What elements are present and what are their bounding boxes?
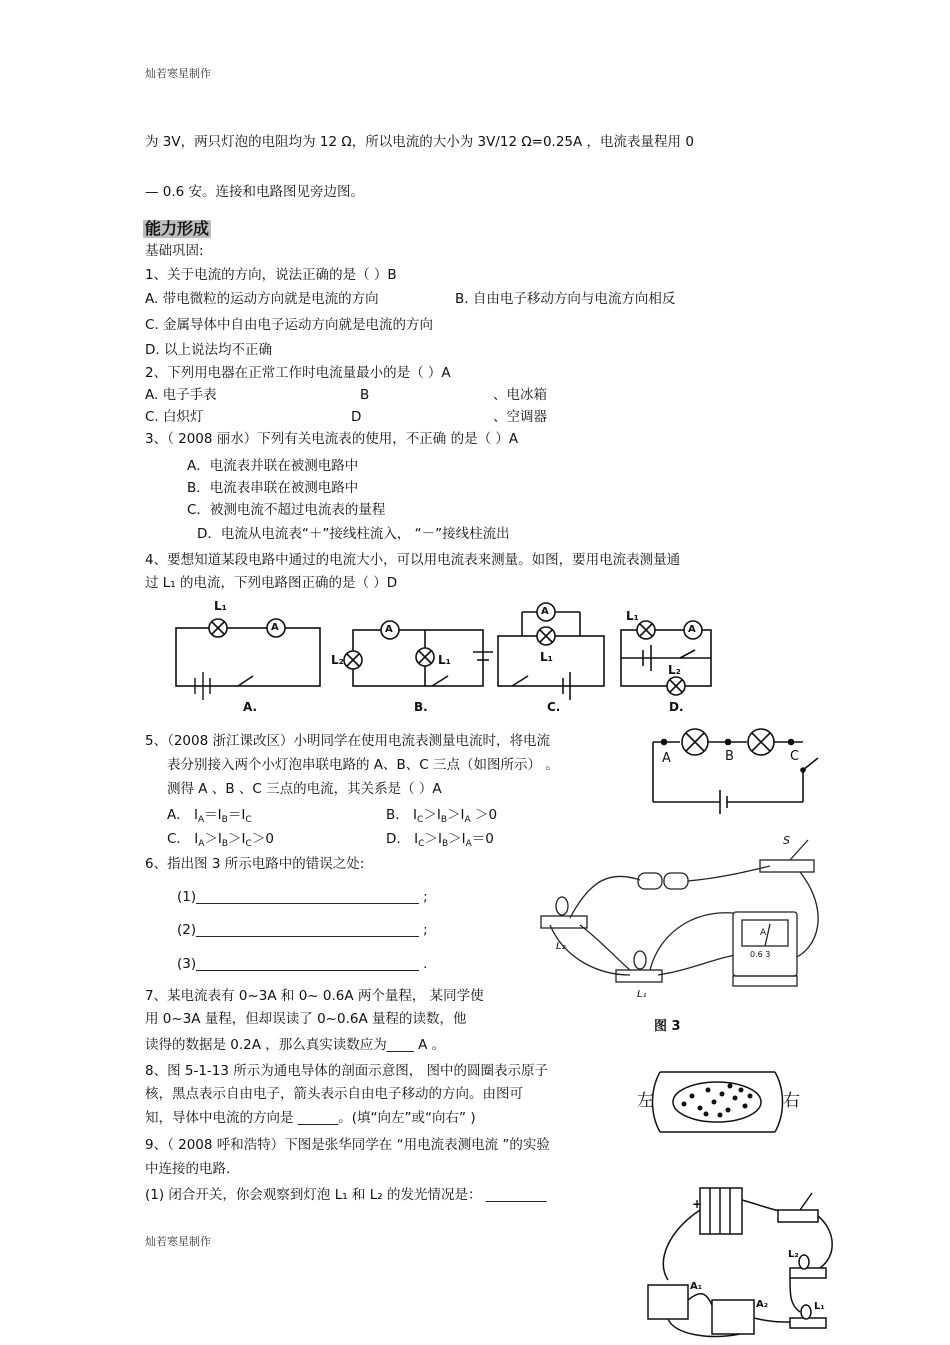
q5-line-1: 5、（2008 浙江课改区）小明同学在使用电流表测量电流时，将电流 — [145, 733, 550, 749]
section-title: 能力形成 — [145, 219, 210, 238]
q7-line-3: 读得的数据是 0.2A ，那么真实读数应为____ A 。 — [145, 1037, 446, 1053]
q1-option-d: D. 以上说法均不正确 — [145, 342, 272, 358]
q1-option-c: C. 金属导体中自由电子运动方向就是电流的方向 — [145, 317, 434, 333]
q6-fig-meter-label: A — [760, 928, 767, 938]
q4-label-b: B. — [414, 700, 428, 714]
q1-stem: 1、关于电流的方向，说法正确的是（ ）B — [145, 267, 397, 283]
q5-option-a: A． $I_A=I_B=I_C$ — [167, 807, 252, 825]
q6-blank-3[interactable]: (3)_________________________________ . — [177, 956, 428, 972]
q6-fig-meter-scale: 0.6 3 — [750, 950, 771, 959]
q6-blank-2[interactable]: (2)_________________________________ ; — [177, 922, 428, 938]
page-footer: 灿若寒星制作 — [145, 1235, 211, 1248]
q3-option-a: A．电流表并联在被测电路中 — [187, 458, 359, 474]
q6-fig-label-l2: L₂ — [556, 941, 566, 952]
q2-option-d-letter: D — [351, 409, 362, 425]
q3-option-c: C．被测电流不超过电流表的量程 — [187, 502, 386, 518]
q4a-l1-label: L₁ — [214, 599, 227, 613]
q4-line-2: 过 L₁ 的电流，下列电路图正确的是（ ）D — [145, 575, 398, 591]
q2-option-b-text: 、电冰箱 — [493, 387, 547, 403]
q2-stem: 2、下列用电器在正常工作时电流量最小的是（ ）A — [145, 365, 451, 381]
q4-label-a: A. — [243, 700, 258, 714]
q9-line-2: 中连接的电路. — [145, 1161, 231, 1177]
q1-option-a: A. 带电微粒的运动方向就是电流的方向 — [145, 291, 379, 307]
q8-line-3: 知，导体中电流的方向是 ______。(填“向左”或“向右” ) — [145, 1110, 476, 1126]
section-subtitle: 基础巩固: — [145, 243, 204, 259]
q5-fig-label-b: B — [725, 749, 734, 764]
q4a-ammeter-label: A — [271, 622, 279, 633]
q2-option-c: C. 白炽灯 — [145, 409, 204, 425]
q4d-ammeter-label: A — [688, 624, 696, 635]
q5-option-d: D． $I_C>I_B>I_A=0$ — [386, 831, 494, 849]
intro-line-1: 为 3V，两只灯泡的电阻均为 12 Ω，所以电流的大小为 3V/12 Ω=0.25A ，电流表量程用 0 — [145, 134, 694, 150]
q3-option-b: B．电流表串联在被测电路中 — [187, 480, 359, 496]
q2-option-d-text: 、空调器 — [493, 409, 547, 425]
page-header: 灿若寒星制作 — [145, 67, 211, 80]
q4d-l1-label: L₁ — [626, 609, 639, 623]
q4b-l2-label: L₂ — [331, 653, 344, 667]
q7-line-2: 用 0~3A 量程，但却误读了 0~0.6A 量程的读数，他 — [145, 1011, 467, 1027]
q5-option-b: B． $I_C>I_B>I_A >0$ — [386, 807, 498, 825]
q9-fig-a2: A₂ — [756, 1299, 769, 1310]
q4b-l1-label: L₁ — [438, 653, 451, 667]
q6-fig-label-l1: L₁ — [637, 989, 647, 1000]
q5-option-c: C． $I_A>I_B>I_C>0$ — [167, 831, 274, 849]
q5-fig-label-c: C — [790, 749, 800, 764]
q6-stem: 6、指出图 3 所示电路中的错误之处: — [145, 856, 365, 872]
q6-fig-caption: 图 3 — [654, 1019, 681, 1034]
q4b-ammeter-label: A — [385, 624, 393, 635]
q9-fig-l1: L₁ — [814, 1301, 825, 1312]
q2-option-a: A. 电子手表 — [145, 387, 217, 403]
q5-line-2: 表分别接入两个小灯泡串联电路的 A、B、C 三点（如图所示） 。 — [167, 757, 559, 773]
q8-fig-right: 右 — [783, 1091, 800, 1111]
q9-line-1: 9、（ 2008 呼和浩特）下图是张华同学在 “用电流表测电流 ”的实验 — [145, 1137, 550, 1153]
q1-option-b: B. 自由电子移动方向与电流方向相反 — [455, 291, 676, 307]
q8-fig-left: 左 — [637, 1091, 654, 1111]
q7-line-1: 7、某电流表有 0~3A 和 0~ 0.6A 两个量程， 某同学使 — [145, 988, 484, 1004]
q9-line-3: (1) 闭合开关，你会观察到灯泡 L₁ 和 L₂ 的发光情况是： _________ — [145, 1187, 547, 1203]
q5-line-3: 测得 A 、B 、C 三点的电流，其关系是（ ）A — [167, 781, 442, 797]
q9-fig-a1: A₁ — [690, 1281, 703, 1292]
q2-option-b-letter: B — [360, 387, 370, 403]
q4-label-c: C. — [547, 700, 561, 714]
q3-stem: 3、（ 2008 丽水）下列有关电流表的使用，不正确 的是（ ）A — [145, 431, 519, 447]
q6-blank-1[interactable]: (1)_________________________________ ; — [177, 889, 428, 905]
q9-fig-l2: L₂ — [788, 1249, 799, 1260]
q4c-ammeter-label: A — [541, 606, 549, 617]
q5-fig-label-a: A — [662, 751, 671, 766]
intro-line-2: — 0.6 安。连接和电路图见旁边图。 — [145, 184, 365, 200]
q8-line-2: 核，黑点表示自由电子，箭头表示自由电子移动的方向。由图可 — [145, 1086, 523, 1102]
q4-line-1: 4、要想知道某段电路中通过的电流大小，可以用电流表来测量。如图，要用电流表测量通 — [145, 552, 681, 568]
q9-fig-plus: + — [692, 1197, 703, 1211]
q6-fig-label-s: S — [783, 834, 790, 847]
q4d-l2-label: L₂ — [668, 663, 681, 677]
q4-label-d: D. — [669, 700, 684, 714]
q4c-l1-label: L₁ — [540, 650, 553, 664]
q8-line-1: 8、图 5-1-13 所示为通电导体的剖面示意图， 图中的圆圈表示原子 — [145, 1063, 549, 1079]
q3-option-d: D．电流从电流表“＋”接线柱流入， “－”接线柱流出 — [197, 526, 510, 542]
